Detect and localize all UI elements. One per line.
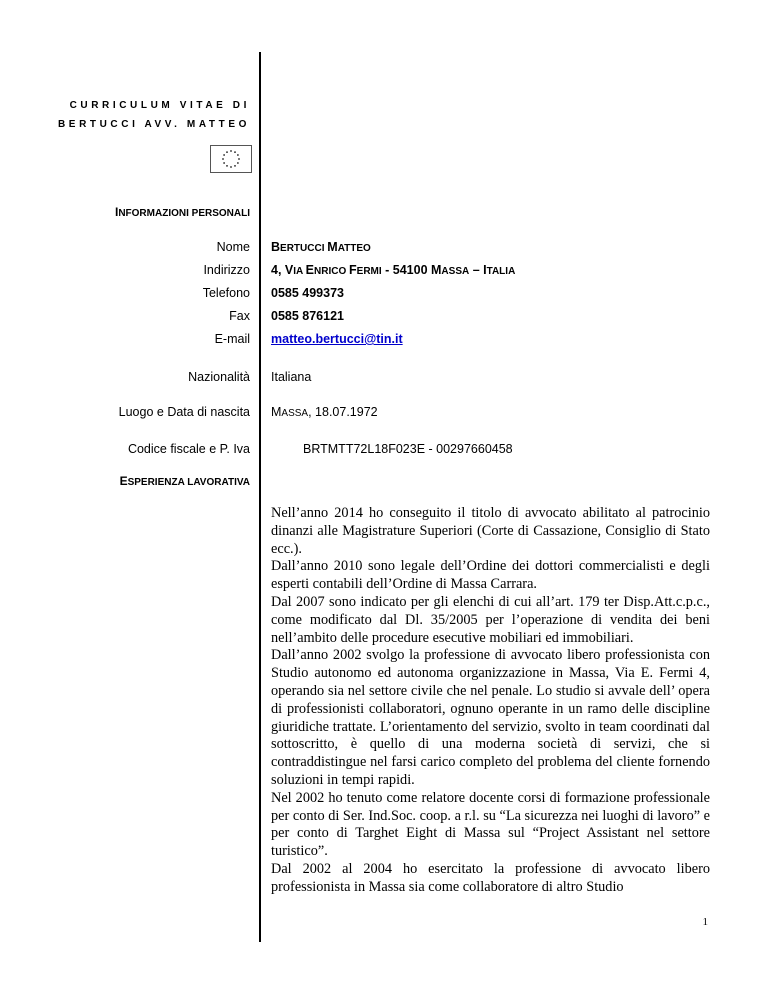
cv-title-line1: CURRICULUM VITAE DI xyxy=(69,100,250,111)
value-nascita: MASSA, 18.07.1972 xyxy=(271,405,378,419)
experience-paragraph: Nell’anno 2014 ho conseguito il titolo di avvocato abilitato al patrocinio dinanzi alle Magistrature Superiori (Corte di Cassazione, Consiglio di Stato ecc.). xyxy=(271,505,710,557)
value-fax: 0585 876121 xyxy=(271,309,344,323)
experience-paragraph: Dall’anno 2002 svolgo la professione di avvocato libero professionista con Studio autonomo ed autonoma organizzazione in Massa, Via E. Fermi 4, operando sia nel settore civile che nel penale. Lo studio si avvale dell’ opera di professionisti collaboratori, ognuno operante in un ramo delle discipline giuridiche trattate. L’orientamento del servizio, svolto in team coordinati dal sottoscritto, è quello di una moderna società di servizi, che si contraddistingue nel farsi carico completo del problema del cliente fornendo soluzioni in tempi rapidi. xyxy=(271,647,710,788)
experience-paragraph: Dall’anno 2010 sono legale dell’Ordine dei dottori commercialisti e degli esperti contabili dell’Ordine di Massa Carrara. xyxy=(271,558,710,593)
value-email xyxy=(271,332,403,346)
cv-title-line2: BERTUCCI AVV. MATTEO xyxy=(57,119,250,130)
label-indirizzo: Indirizzo xyxy=(203,263,250,277)
experience-paragraph: Dal 2002 al 2004 ho esercitato la professione di avvocato libero professionista in Massa sia come collaboratore di altro Studio xyxy=(271,860,710,895)
label-nome: Nome xyxy=(216,240,250,254)
section-experience: ESPERIENZA LAVORATIVA xyxy=(119,474,250,488)
label-nascita: Luogo e Data di nascita xyxy=(118,405,250,419)
experience-text xyxy=(271,505,710,897)
label-fax: Fax xyxy=(229,309,250,323)
label-codice-fiscale: Codice fiscale e P. Iva xyxy=(127,442,250,456)
eu-flag-icon xyxy=(210,145,252,173)
section-personal-info: INFORMAZIONI PERSONALI xyxy=(114,205,250,219)
value-nome: BERTUCCI MATTEO xyxy=(271,240,371,254)
column-divider xyxy=(259,52,261,942)
cv-title xyxy=(0,96,250,134)
value-nazionalita: Italiana xyxy=(271,370,312,384)
label-nazionalita: Nazionalità xyxy=(188,370,250,384)
experience-paragraph: Nel 2002 ho tenuto come relatore docente corsi di formazione professionale per conto di Ser. Ind.Soc. coop. a r.l. su “La sicurezza nei luoghi di lavoro” e per conto di Targhet Eight di Massa sul “Project Assistant nel settore turistico”. xyxy=(271,789,710,860)
value-codice-fiscale: BRTMTT72L18F023E - 00297660458 xyxy=(303,442,513,456)
experience-paragraph: Dal 2007 sono indicato per gli elenchi di cui all’art. 179 ter Disp.Att.c.p.c., come modificato dal Dl. 35/2005 per l’operazione di vendita dei beni nell’ambito delle procedure esecutive mobiliari ed immobiliari. xyxy=(271,593,710,646)
page-number: 1 xyxy=(702,916,708,928)
value-indirizzo: 4, VIA ENRICO FERMI - 54100 MASSA – ITALIA xyxy=(271,263,516,277)
email-link[interactable]: matteo.bertucci@tin.it xyxy=(271,332,403,346)
value-telefono: 0585 499373 xyxy=(271,286,344,300)
label-email: E-mail xyxy=(214,332,250,346)
label-telefono: Telefono xyxy=(202,286,250,300)
